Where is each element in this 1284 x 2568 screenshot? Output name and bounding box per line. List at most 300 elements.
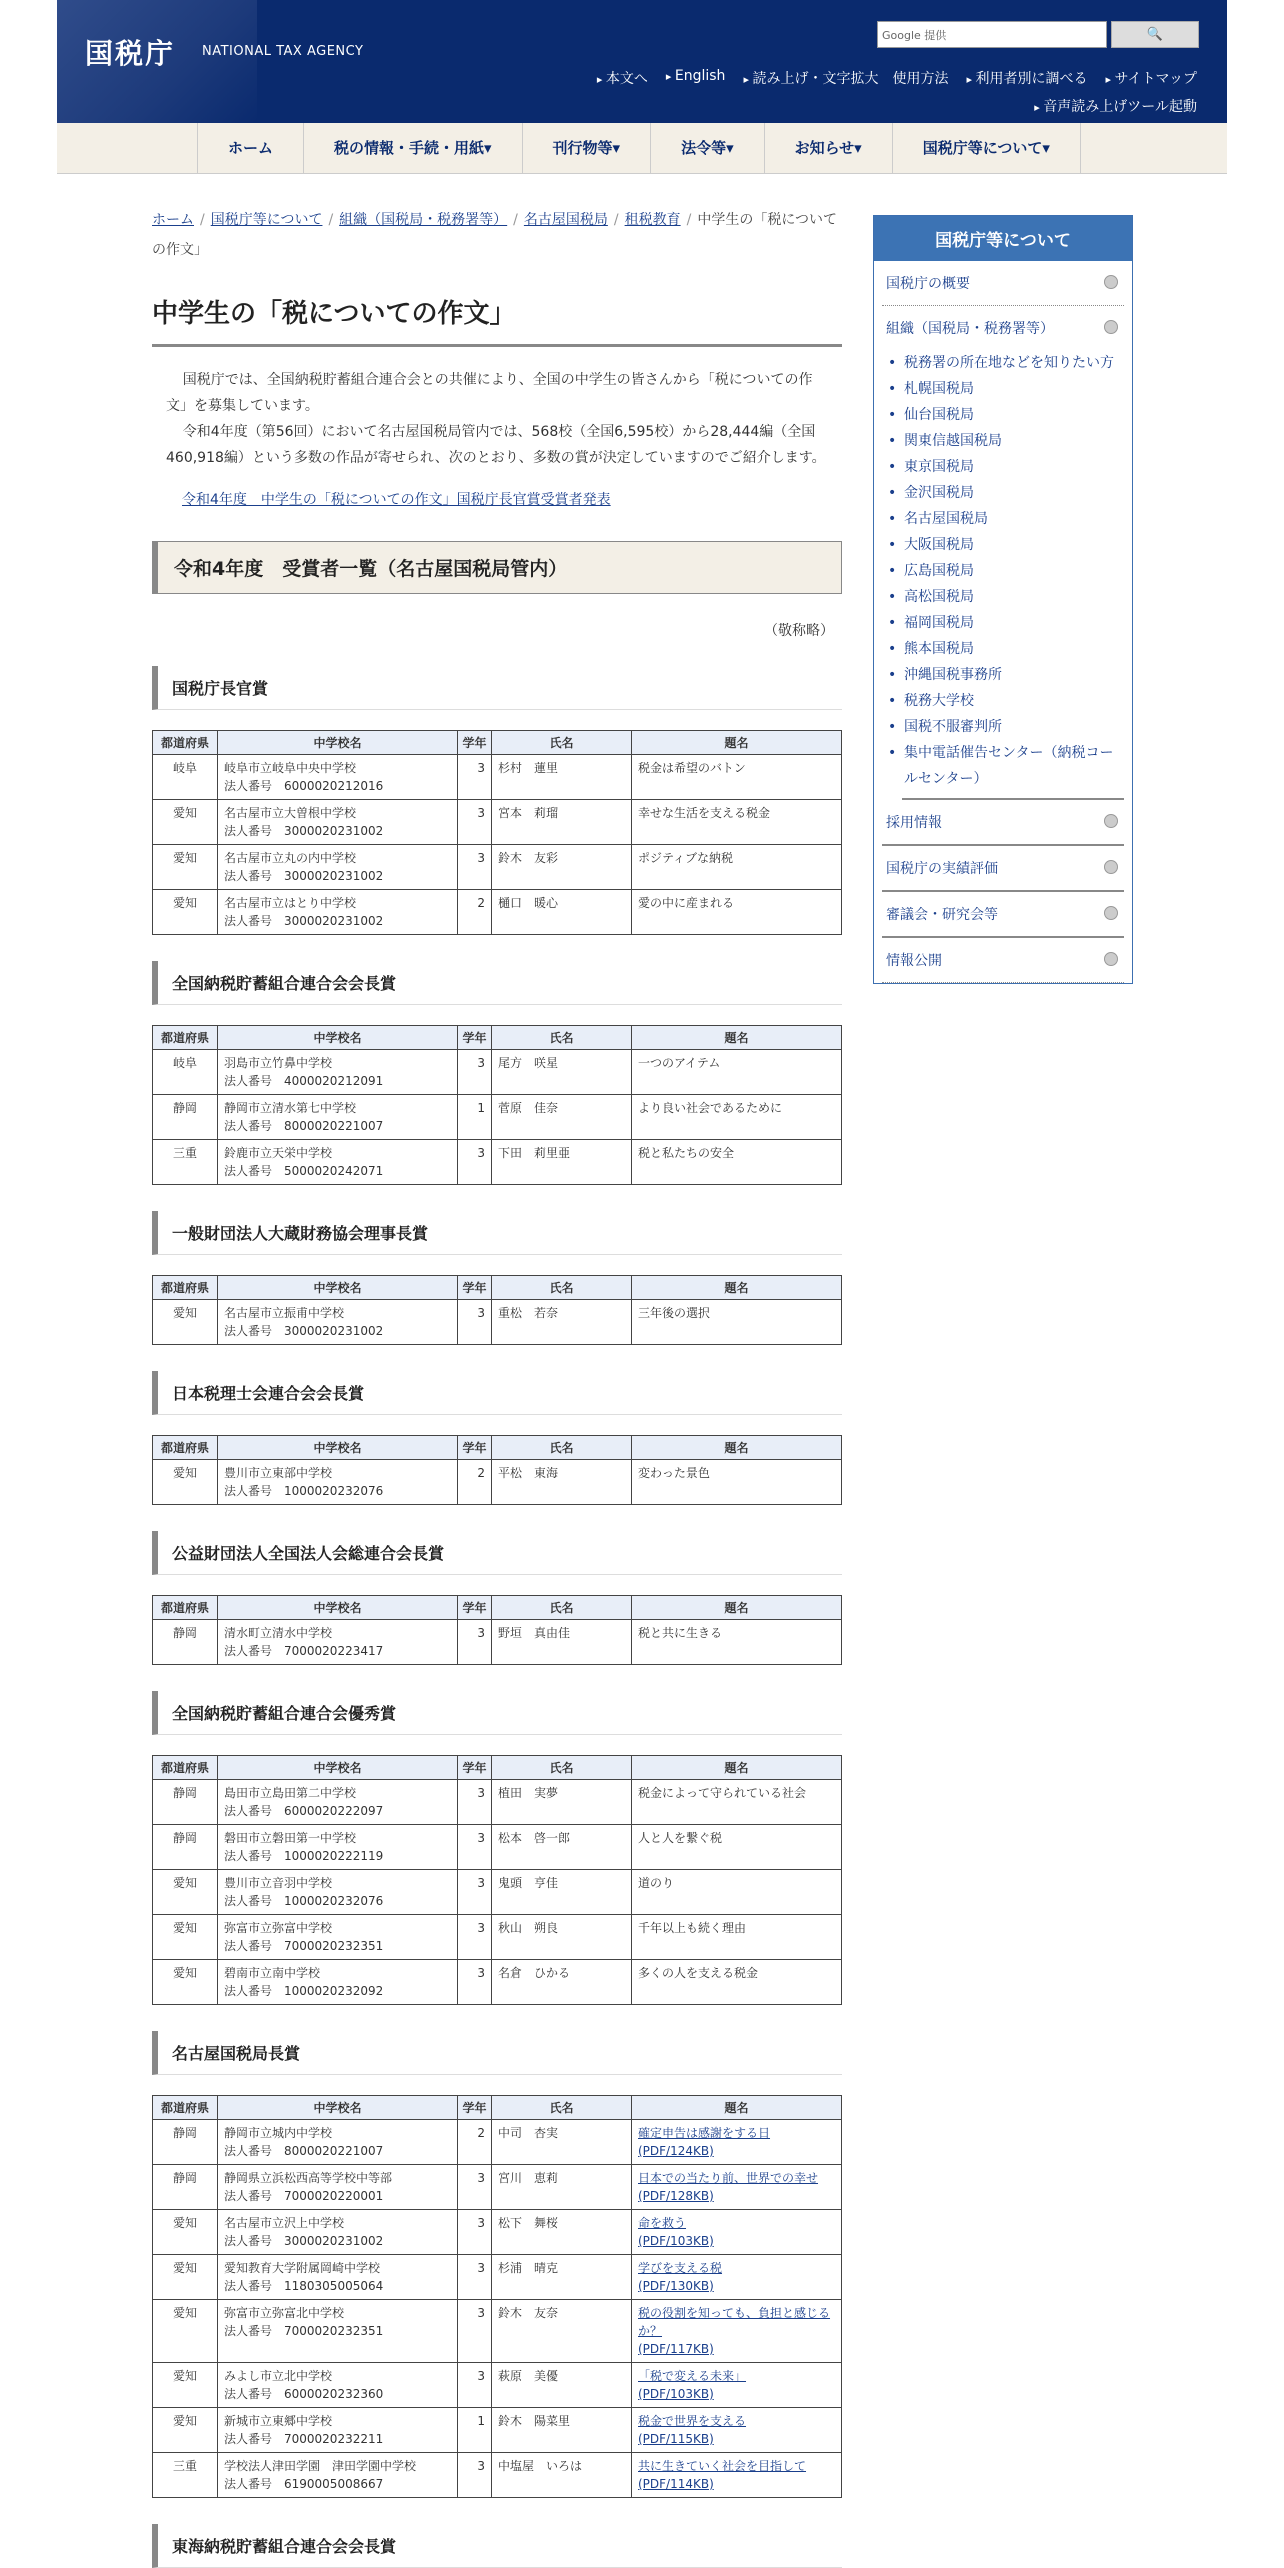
school-name: 清水町立清水中学校 [224,1626,333,1640]
sidebar-subitem[interactable]: • 大阪国税局 [902,532,1124,558]
corporate-number: 法人番号 7000020232351 [224,1939,384,1953]
sidebar-subitem[interactable]: • 国税不服審判所 [902,714,1124,740]
table-row [153,2120,842,2165]
breadcrumb-separator: / [513,212,518,228]
school-name: 弥富市立弥富中学校 [224,1921,333,1935]
table-row [153,1825,842,1870]
award-section [152,1531,842,1665]
column-header: 題名 [632,2096,842,2120]
school-cell [218,1620,458,1665]
breadcrumb-separator: / [613,212,619,228]
award-section [152,1371,842,1505]
column-header: 題名 [632,1596,842,1620]
school-cell [218,2165,458,2210]
school-cell [218,1140,458,1185]
table-row [153,1460,842,1505]
column-header: 氏名 [492,2096,632,2120]
utility-link[interactable]: ▸ サイトマップ [1106,68,1198,88]
toggle-icon[interactable] [1104,320,1118,334]
sidebar-item[interactable]: 審議会・研究会等 [882,892,1124,938]
school-name: 羽島市立竹鼻中学校 [224,1056,333,1070]
nav-item[interactable]: 税の情報・手続・用紙▾ [304,123,523,173]
award-section [152,2031,842,2498]
grade-cell: 3 [458,1915,492,1960]
essay-pdf-link[interactable]: 確定申告は感謝をする日 [638,2126,771,2140]
essay-title-cell [632,2210,842,2255]
award-table [152,1025,842,1185]
award-section [152,961,842,1185]
site-logo[interactable]: 国税庁 [85,37,176,70]
table-row [153,2363,842,2408]
school-cell [218,1870,458,1915]
table-header-row [153,1276,842,1300]
sidebar-submenu [902,350,1124,800]
breadcrumb-separator: / [686,212,692,228]
school-cell [218,2453,458,2498]
school-name: 新城市立東郷中学校 [224,2414,333,2428]
grade-cell: 3 [458,2453,492,2498]
column-header: 氏名 [492,1756,632,1780]
award-title: 東海納税貯蓄組合連合会会長賞 [152,2524,842,2568]
table-header-row [153,731,842,755]
school-name: 名古屋市立沢上中学校 [224,2216,345,2230]
column-header: 中学校名 [218,1436,458,1460]
pdf-size-link[interactable]: (PDF/130KB) [638,2279,714,2293]
prefecture-cell: 静岡 [153,2165,218,2210]
award-section [152,2524,842,2568]
award-table [152,1595,842,1665]
school-name: 豊川市立音羽中学校 [224,1876,333,1890]
school-cell [218,890,458,935]
column-header: 題名 [632,731,842,755]
sidebar-item[interactable]: 国税庁の概要 [882,261,1124,306]
column-header: 都道府県 [153,1436,218,1460]
school-cell [218,845,458,890]
student-name-cell: 中司 杏実 [492,2120,632,2165]
essay-title-cell: 愛の中に産まれる [632,890,842,935]
utility-links [597,68,1197,88]
essay-title-cell [632,2165,842,2210]
sidebar-item[interactable]: 組織（国税局・税務署等） [882,306,1124,350]
sidebar-subitem[interactable]: • 名古屋国税局 [902,506,1124,532]
student-name-cell: 尾方 咲星 [492,1050,632,1095]
sidebar-item[interactable]: 採用情報 [882,800,1124,846]
table-row [153,2408,842,2453]
toggle-icon[interactable] [1104,952,1118,966]
school-cell [218,2255,458,2300]
table-header-row [153,1436,842,1460]
sidebar-subitem[interactable]: • 仙台国税局 [902,402,1124,428]
school-cell [218,1050,458,1095]
corporate-number: 法人番号 3000020231002 [224,2234,384,2248]
school-cell [218,2408,458,2453]
school-cell [218,1960,458,2005]
breadcrumb-link[interactable]: 租税教育 [624,212,681,228]
table-header-row [153,1596,842,1620]
column-header: 都道府県 [153,1276,218,1300]
column-header: 学年 [458,2096,492,2120]
student-name-cell: 鈴木 陽菜里 [492,2408,632,2453]
essay-pdf-link[interactable]: 日本での当たり前、世界での幸せ [638,2171,819,2185]
pdf-size-link[interactable]: (PDF/103KB) [638,2387,714,2401]
school-cell [218,800,458,845]
voice-tool-link[interactable]: ▸ 音声読み上げツール起動 [1034,99,1197,115]
table-row [153,2210,842,2255]
column-header: 中学校名 [218,1756,458,1780]
table-row [153,755,842,800]
table-row [153,1870,842,1915]
column-header: 氏名 [492,1436,632,1460]
search-button[interactable]: 🔍 [1111,21,1199,48]
student-name-cell: 下田 莉里亜 [492,1140,632,1185]
essay-title-cell: 道のり [632,1870,842,1915]
column-header: 中学校名 [218,2096,458,2120]
sidebar-subitem[interactable]: • 高松国税局 [902,584,1124,610]
student-name-cell: 宮本 莉瑠 [492,800,632,845]
corporate-number: 法人番号 3000020231002 [224,914,384,928]
award-title: 全国納税貯蓄組合連合会優秀賞 [152,1691,842,1735]
essay-title-cell: 人と人を繋ぐ税 [632,1825,842,1870]
toggle-icon[interactable] [1104,906,1118,920]
essay-title-cell [632,2363,842,2408]
utility-link[interactable]: ▸ 利用者別に調べる [966,68,1087,88]
essay-pdf-link[interactable]: 命を救う [638,2216,687,2230]
essay-title-cell [632,2120,842,2165]
table-row [153,800,842,845]
student-name-cell: 樋口 暖心 [492,890,632,935]
corporate-number: 法人番号 7000020220001 [224,2189,384,2203]
global-nav [57,123,1227,174]
grade-cell: 3 [458,1300,492,1345]
school-cell [218,2300,458,2363]
pdf-size-link[interactable]: (PDF/117KB) [638,2342,714,2356]
sidebar-subitem[interactable]: • 集中電話催告センター（納税コールセンター） [902,740,1124,792]
corporate-number: 法人番号 8000020221007 [224,1119,384,1133]
prefecture-cell: 愛知 [153,845,218,890]
essay-title-cell: 税と私たちの安全 [632,1140,842,1185]
nav-item[interactable]: 国税庁等について▾ [893,123,1081,173]
grade-cell: 2 [458,1460,492,1505]
award-title: 一般財団法人大蔵財務協会理事長賞 [152,1211,842,1255]
column-header: 中学校名 [218,731,458,755]
student-name-cell: 萩原 美優 [492,2363,632,2408]
essay-pdf-link[interactable]: 税の役割を知っても、負担と感じるか？ [638,2306,831,2338]
essay-pdf-link[interactable]: 学びを支える税 [638,2261,723,2275]
prefecture-cell: 愛知 [153,800,218,845]
table-row [153,1780,842,1825]
breadcrumb-separator: / [200,212,205,228]
nav-item[interactable]: 刊行物等▾ [523,123,652,173]
prefecture-cell: 静岡 [153,1620,218,1665]
sidebar-subitem[interactable]: • 税務署の所在地などを知りたい方 [902,350,1124,376]
prefecture-cell: 愛知 [153,2210,218,2255]
search-input[interactable]: Google 提供 [877,21,1107,48]
award-section [152,1211,842,1345]
school-name: 名古屋市立丸の内中学校 [224,851,357,865]
sidebar-subitem[interactable]: • 税務大学校 [902,688,1124,714]
student-name-cell: 杉村 蓮里 [492,755,632,800]
table-row [153,2255,842,2300]
grade-cell: 3 [458,2255,492,2300]
essay-title-cell: 税金によって守られている社会 [632,1780,842,1825]
essay-pdf-link[interactable]: 「税で変える未来」 [638,2369,747,2383]
grade-cell: 3 [458,845,492,890]
sidebar-subitem[interactable]: • 札幌国税局 [902,376,1124,402]
school-cell [218,1460,458,1505]
school-cell [218,2120,458,2165]
table-row [153,1050,842,1095]
sidebar-title[interactable]: 国税庁等について [874,216,1132,261]
column-header: 学年 [458,1026,492,1050]
pdf-size-link[interactable]: (PDF/128KB) [638,2189,714,2203]
corporate-number: 法人番号 8000020221007 [224,2144,384,2158]
column-header: 氏名 [492,731,632,755]
column-header: 都道府県 [153,1756,218,1780]
prefecture-cell: 愛知 [153,1960,218,2005]
prefecture-cell: 静岡 [153,1095,218,1140]
breadcrumb-link[interactable]: 国税庁等について [210,212,323,228]
section-heading: 令和4年度 受賞者一覧（名古屋国税局管内） [152,541,842,594]
table-row [153,1960,842,2005]
student-name-cell: 名倉 ひかる [492,1960,632,2005]
prefecture-cell: 三重 [153,1140,218,1185]
essay-title-cell: より良い社会であるために [632,1095,842,1140]
grade-cell: 1 [458,2408,492,2453]
student-name-cell: 鈴木 友彩 [492,845,632,890]
student-name-cell: 植田 実夢 [492,1780,632,1825]
breadcrumb-link[interactable]: 組織（国税局・税務署等） [339,212,508,228]
award-title: 国税庁長官賞 [152,666,842,710]
prefecture-cell: 愛知 [153,2300,218,2363]
school-cell [218,1095,458,1140]
nav-item[interactable]: 法令等▾ [651,123,765,173]
school-cell [218,1915,458,1960]
school-cell [218,2210,458,2255]
school-name: 静岡市立城内中学校 [224,2126,333,2140]
student-name-cell: 松本 啓一郎 [492,1825,632,1870]
prefecture-cell: 岐阜 [153,1050,218,1095]
column-header: 中学校名 [218,1596,458,1620]
toggle-icon[interactable] [1104,814,1118,828]
award-title: 公益財団法人全国法人会総連合会長賞 [152,1531,842,1575]
award-table [152,1275,842,1345]
sidebar [873,215,1133,984]
column-header: 氏名 [492,1596,632,1620]
award-table [152,1435,842,1505]
student-name-cell: 中塩屋 いろは [492,2453,632,2498]
school-name: 学校法人津田学園 津田学園中学校 [224,2459,417,2473]
grade-cell: 3 [458,1780,492,1825]
essay-pdf-link[interactable]: 共に生きていく社会を目指して [638,2459,807,2473]
school-name: 静岡市立清水第七中学校 [224,1101,357,1115]
school-name: 磐田市立磐田第一中学校 [224,1831,357,1845]
table-row [153,1915,842,1960]
breadcrumb-separator: / [328,212,334,228]
award-title: 全国納税貯蓄組合連合会会長賞 [152,961,842,1005]
voice-tool [1034,96,1197,116]
corporate-number: 法人番号 3000020231002 [224,824,384,838]
award-table [152,730,842,935]
utility-link[interactable]: ▸ 読み上げ・文字拡大 使用方法 [743,68,948,88]
corporate-number: 法人番号 1000020222119 [224,1849,384,1863]
award-title: 名古屋国税局長賞 [152,2031,842,2075]
corporate-number: 法人番号 7000020223417 [224,1644,384,1658]
intro-paragraph: 国税庁では、全国納税貯蓄組合連合会との共催により、全国の中学生の皆さんから「税についての作文」を募集しています。 [166,372,813,414]
school-name: 愛知教育大学附属岡崎中学校 [224,2261,381,2275]
table-header-row [153,2096,842,2120]
corporate-number: 法人番号 6190005008667 [224,2477,384,2491]
student-name-cell: 松下 舞桜 [492,2210,632,2255]
utility-link[interactable]: ▸ English [666,68,726,88]
column-header: 中学校名 [218,1276,458,1300]
prefecture-cell: 静岡 [153,2120,218,2165]
student-name-cell: 野垣 真由佳 [492,1620,632,1665]
nav-item[interactable]: お知らせ▾ [765,123,893,173]
utility-link[interactable]: ▸ 本文へ [597,68,648,88]
school-name: 静岡県立浜松西高等学校中等部 [224,2171,393,2185]
grade-cell: 3 [458,2210,492,2255]
column-header: 中学校名 [218,1026,458,1050]
student-name-cell: 鬼頭 亨佳 [492,1870,632,1915]
column-header: 学年 [458,1596,492,1620]
prefecture-cell: 愛知 [153,890,218,935]
school-name: みよし市立北中学校 [224,2369,333,2383]
table-row [153,1620,842,1665]
student-name-cell: 杉浦 晴克 [492,2255,632,2300]
pdf-size-link[interactable]: (PDF/115KB) [638,2432,714,2446]
corporate-number: 法人番号 4000020212091 [224,1074,384,1088]
school-name: 名古屋市立大曽根中学校 [224,806,357,820]
school-cell [218,1825,458,1870]
table-row [153,2165,842,2210]
school-name: 名古屋市立振甫中学校 [224,1306,345,1320]
breadcrumb-link[interactable]: ホーム [152,212,194,228]
student-name-cell: 秋山 朔良 [492,1915,632,1960]
honorific-note: （敬称略） [764,623,834,639]
table-header-row [153,1756,842,1780]
sidebar-item[interactable]: 国税庁の実績評価 [882,846,1124,892]
sidebar-subitem[interactable]: • 関東信越国税局 [902,428,1124,454]
sidebar-item[interactable]: 情報公開 [882,938,1124,983]
school-name: 島田市立島田第二中学校 [224,1786,357,1800]
breadcrumb-link[interactable]: 名古屋国税局 [523,212,608,228]
column-header: 題名 [632,1756,842,1780]
corporate-number: 法人番号 1000020232092 [224,1984,384,1998]
essay-title-cell: 税金は希望のバトン [632,755,842,800]
toggle-icon[interactable] [1104,860,1118,874]
corporate-number: 法人番号 1000020232076 [224,1894,384,1908]
student-name-cell: 鈴木 友奈 [492,2300,632,2363]
school-cell [218,1780,458,1825]
award-title: 日本税理士会連合会会長賞 [152,1371,842,1415]
column-header: 学年 [458,731,492,755]
essay-pdf-link[interactable]: 税金で世界を支える [638,2414,747,2428]
pdf-size-link[interactable]: (PDF/124KB) [638,2144,714,2158]
essay-title-cell [632,2453,842,2498]
corporate-number: 法人番号 6000020212016 [224,779,384,793]
prefecture-cell: 静岡 [153,1780,218,1825]
corporate-number: 法人番号 3000020231002 [224,1324,384,1338]
student-name-cell: 菅原 佳奈 [492,1095,632,1140]
table-row [153,890,842,935]
breadcrumb-current: 中学生の「税についての作文」 [152,212,838,258]
school-name: 岐阜市立岐阜中央中学校 [224,761,357,775]
sidebar-subitem[interactable]: • 金沢国税局 [902,480,1124,506]
essay-title-cell: ポジティブな納税 [632,845,842,890]
intro-text [166,367,828,471]
sidebar-subitem[interactable]: • 福岡国税局 [902,610,1124,636]
sidebar-subitem[interactable]: • 広島国税局 [902,558,1124,584]
page-title: 中学生の「税についての作文」 [152,293,842,347]
toggle-icon[interactable] [1104,275,1118,289]
student-name-cell: 平松 東海 [492,1460,632,1505]
student-name-cell: 重松 若奈 [492,1300,632,1345]
grade-cell: 3 [458,1620,492,1665]
pdf-size-link[interactable]: (PDF/114KB) [638,2477,714,2491]
column-header: 氏名 [492,1276,632,1300]
prefecture-cell: 愛知 [153,1915,218,1960]
grade-cell: 2 [458,2120,492,2165]
grade-cell: 3 [458,1870,492,1915]
column-header: 氏名 [492,1026,632,1050]
grade-cell: 1 [458,1095,492,1140]
column-header: 題名 [632,1026,842,1050]
nav-item[interactable]: ホーム [198,123,304,173]
student-name-cell: 宮川 恵莉 [492,2165,632,2210]
column-header: 都道府県 [153,1596,218,1620]
award-table [152,2095,842,2498]
prefecture-cell: 愛知 [153,2408,218,2453]
essay-title-cell: 一つのアイテム [632,1050,842,1095]
table-row [153,845,842,890]
essay-title-cell [632,2408,842,2453]
sidebar-subitem[interactable]: • 熊本国税局 [902,636,1124,662]
column-header: 都道府県 [153,1026,218,1050]
essay-title-cell: 千年以上も続く理由 [632,1915,842,1960]
awards-list [152,666,842,2568]
sidebar-subitem[interactable]: • 沖縄国税事務所 [902,662,1124,688]
grade-cell: 3 [458,1825,492,1870]
prefecture-cell: 愛知 [153,2255,218,2300]
site-header [57,0,1227,123]
site-logo-english: NATIONAL TAX AGENCY [202,44,364,59]
corporate-number: 法人番号 6000020232360 [224,2387,384,2401]
corporate-number: 法人番号 1180305005064 [224,2279,384,2293]
sidebar-subitem[interactable]: • 東京国税局 [902,454,1124,480]
grade-cell: 3 [458,1960,492,2005]
intro-paragraph: 令和4年度（第56回）において名古屋国税局管内では、568校（全国6,595校）から28,444編（全国460,918編）という多数の作品が寄せられ、次のとおり、多数の賞が決定していますのでご紹介します。 [166,424,826,466]
award-announcement-link[interactable]: 令和4年度 中学生の「税についての作文」国税庁長官賞受賞者発表 [182,492,611,508]
column-header: 都道府県 [153,731,218,755]
essay-title-cell [632,2300,842,2363]
column-header: 題名 [632,1436,842,1460]
school-cell [218,1300,458,1345]
school-name: 弥富市立弥富北中学校 [224,2306,345,2320]
grade-cell: 3 [458,755,492,800]
column-header: 学年 [458,1436,492,1460]
grade-cell: 3 [458,1140,492,1185]
school-cell [218,2363,458,2408]
corporate-number: 法人番号 7000020232351 [224,2324,384,2338]
award-table [152,1755,842,2005]
prefecture-cell: 愛知 [153,1300,218,1345]
essay-title-cell: 多くの人を支える税金 [632,1960,842,2005]
column-header: 都道府県 [153,2096,218,2120]
table-row [153,1300,842,1345]
essay-title-cell: 三年後の選択 [632,1300,842,1345]
pdf-size-link[interactable]: (PDF/103KB) [638,2234,714,2248]
prefecture-cell: 静岡 [153,1825,218,1870]
